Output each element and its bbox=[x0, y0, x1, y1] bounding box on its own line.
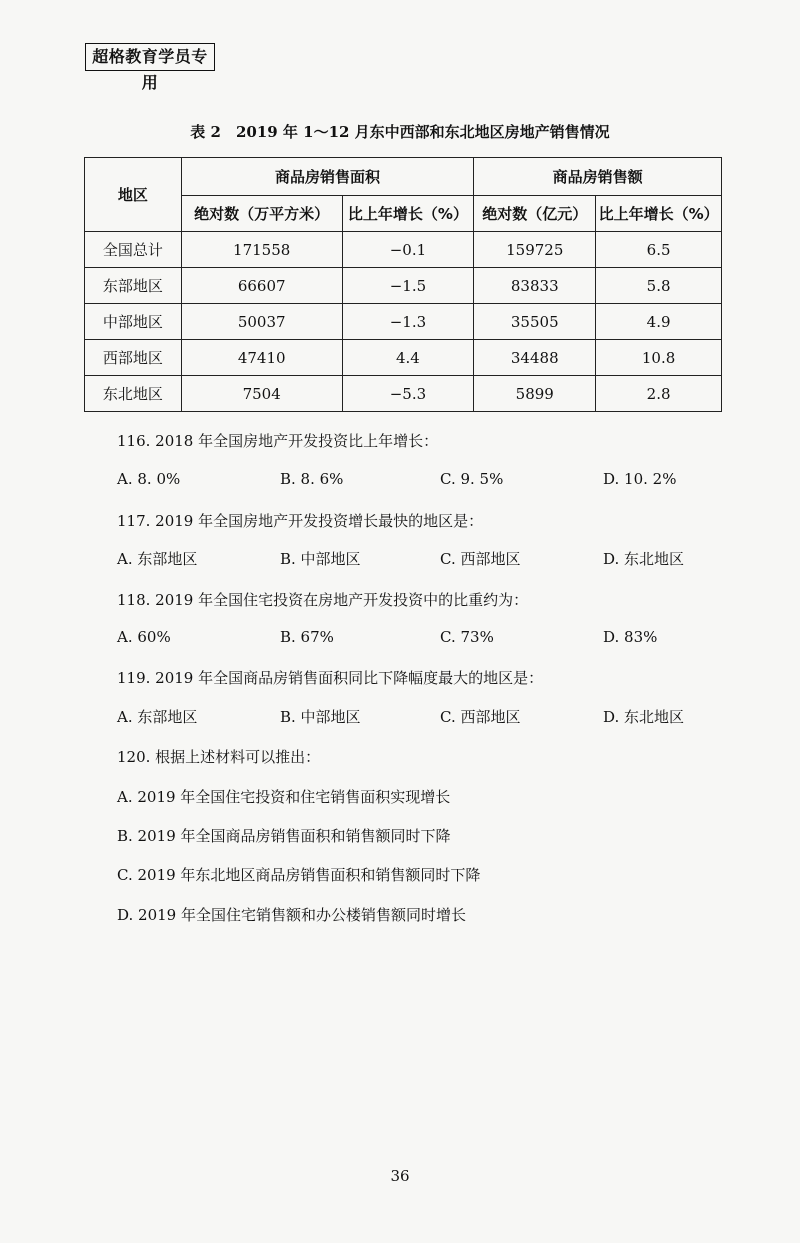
option-d: D. 83% bbox=[603, 628, 658, 646]
table-header-row bbox=[85, 158, 722, 196]
column-header: 绝对数（亿元） bbox=[474, 196, 596, 232]
option-b: B. 8. 6% bbox=[280, 470, 344, 488]
table-cell: 5.8 bbox=[596, 268, 722, 304]
table-cell: −1.3 bbox=[342, 304, 474, 340]
option-c: C. 73% bbox=[440, 628, 494, 646]
table-cell: 66607 bbox=[181, 268, 342, 304]
column-header: 比上年增长（%） bbox=[596, 196, 722, 232]
region-cell: 东部地区 bbox=[85, 268, 182, 304]
option-a: A. 8. 0% bbox=[117, 470, 181, 488]
question-119: 119. 2019 年全国商品房销售面积同比下降幅度最大的地区是： bbox=[117, 669, 544, 687]
question-117: 117. 2019 年全国房地产开发投资增长最快的地区是： bbox=[117, 512, 484, 530]
amount-group-header: 商品房销售额 bbox=[474, 158, 722, 196]
option-a: A. 60% bbox=[117, 628, 171, 646]
table-cell: 5899 bbox=[474, 376, 596, 412]
option-b: B. 中部地区 bbox=[280, 550, 361, 568]
column-header: 绝对数（万平方米） bbox=[181, 196, 342, 232]
watermark-stamp: 超格教育学员专用 bbox=[85, 43, 215, 71]
table-cell: −0.1 bbox=[342, 232, 474, 268]
table-row bbox=[85, 304, 722, 340]
table-cell: −5.3 bbox=[342, 376, 474, 412]
question-116: 116. 2018 年全国房地产开发投资比上年增长： bbox=[117, 432, 439, 450]
option-a: A. 东部地区 bbox=[117, 550, 198, 568]
page-number: 36 bbox=[390, 1167, 410, 1185]
table-row bbox=[85, 268, 722, 304]
table-row bbox=[85, 376, 722, 412]
table-cell: 50037 bbox=[181, 304, 342, 340]
table-cell: 171558 bbox=[181, 232, 342, 268]
region-header: 地区 bbox=[85, 158, 182, 232]
option-c: C. 9. 5% bbox=[440, 470, 504, 488]
option-d: D. 东北地区 bbox=[603, 550, 685, 568]
option-c: C. 西部地区 bbox=[440, 708, 521, 726]
option-b: B. 67% bbox=[280, 628, 334, 646]
option-c: C. 西部地区 bbox=[440, 550, 521, 568]
table-cell: 10.8 bbox=[596, 340, 722, 376]
option-a: A. 东部地区 bbox=[117, 708, 198, 726]
table-caption: 表 2 2019 年 1～12 月东中西部和东北地区房地产销售情况 bbox=[190, 123, 610, 141]
table-cell: 6.5 bbox=[596, 232, 722, 268]
option-b: B. 2019 年全国商品房销售面积和销售额同时下降 bbox=[117, 827, 451, 845]
region-cell: 中部地区 bbox=[85, 304, 182, 340]
table-cell: 4.4 bbox=[342, 340, 474, 376]
table-cell: 35505 bbox=[474, 304, 596, 340]
table-cell: 34488 bbox=[474, 340, 596, 376]
region-cell: 全国总计 bbox=[85, 232, 182, 268]
option-b: B. 中部地区 bbox=[280, 708, 361, 726]
option-d: D. 10. 2% bbox=[603, 470, 677, 488]
option-a: A. 2019 年全国住宅投资和住宅销售面积实现增长 bbox=[117, 788, 451, 806]
table-cell: −1.5 bbox=[342, 268, 474, 304]
region-cell: 西部地区 bbox=[85, 340, 182, 376]
table-cell: 83833 bbox=[474, 268, 596, 304]
sales-table bbox=[84, 157, 722, 412]
table-row bbox=[85, 340, 722, 376]
option-c: C. 2019 年东北地区商品房销售面积和销售额同时下降 bbox=[117, 866, 481, 884]
question-120: 120. 根据上述材料可以推出： bbox=[117, 748, 321, 766]
question-118: 118. 2019 年全国住宅投资在房地产开发投资中的比重约为： bbox=[117, 591, 529, 609]
table-cell: 4.9 bbox=[596, 304, 722, 340]
table-cell: 2.8 bbox=[596, 376, 722, 412]
table-row bbox=[85, 232, 722, 268]
table-cell: 7504 bbox=[181, 376, 342, 412]
option-d: D. 东北地区 bbox=[603, 708, 685, 726]
area-group-header: 商品房销售面积 bbox=[181, 158, 474, 196]
table-cell: 159725 bbox=[474, 232, 596, 268]
option-d: D. 2019 年全国住宅销售额和办公楼销售额同时增长 bbox=[117, 906, 466, 924]
region-cell: 东北地区 bbox=[85, 376, 182, 412]
column-header: 比上年增长（%） bbox=[342, 196, 474, 232]
table-cell: 47410 bbox=[181, 340, 342, 376]
